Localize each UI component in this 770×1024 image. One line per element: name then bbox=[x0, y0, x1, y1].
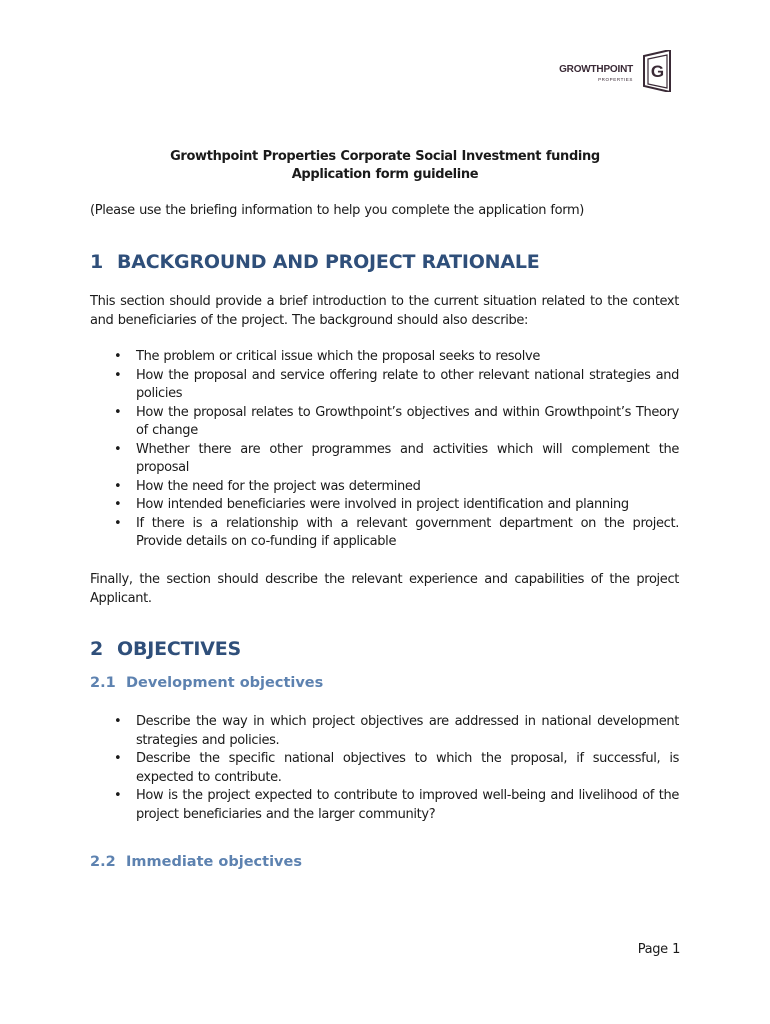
document-subtitle: Application form guideline bbox=[291, 167, 479, 182]
logo-subtitle: PROPERTIES bbox=[598, 77, 633, 82]
list-item: • Describe the way in which project objectives are addressed in national development strategies and policies. bbox=[90, 713, 679, 750]
list-item: • How the proposal and service offering relate to other relevant national strategies and policies bbox=[90, 367, 679, 404]
logo-mark-icon bbox=[640, 50, 672, 92]
section-title: OBJECTIVES bbox=[117, 638, 242, 660]
section-number: 2 bbox=[90, 638, 104, 660]
subsection-number: 2.2 bbox=[90, 854, 116, 870]
page-number: Page 1 bbox=[637, 942, 680, 957]
subsection-number: 2.1 bbox=[90, 675, 116, 691]
subsection-heading-immediate bbox=[90, 854, 302, 870]
list-item: • If there is a relationship with a relevant government department on the project. Provide details on co-funding if applicable bbox=[90, 515, 679, 552]
list-item: • The problem or critical issue which the proposal seeks to resolve bbox=[90, 348, 679, 367]
briefing-note: (Please use the briefing information to help you complete the application form) bbox=[90, 203, 585, 218]
section1-intro: This section should provide a brief introduction to the current situation related to the context and beneficiaries of the project. The background should also describe: bbox=[90, 294, 679, 328]
section-heading-background bbox=[90, 251, 540, 273]
section-heading-objectives bbox=[90, 638, 241, 660]
list-item: • Whether there are other programmes and activities which will complement the proposal bbox=[90, 441, 679, 478]
list-item: • How is the project expected to contribute to improved well-being and livelihood of the project beneficiaries and the larger community? bbox=[90, 787, 679, 824]
subsection-title: Immediate objectives bbox=[126, 854, 302, 870]
section1-bullet-list bbox=[90, 348, 679, 552]
section2-bullet-list bbox=[90, 713, 679, 824]
list-item: • How intended beneficiaries were involved in project identification and planning bbox=[90, 496, 679, 515]
list-item: • Describe the specific national objectives to which the proposal, if successful, is expected to contribute. bbox=[90, 750, 679, 787]
company-logo bbox=[553, 50, 673, 92]
document-title: Growthpoint Properties Corporate Social Investment funding bbox=[170, 149, 600, 164]
subsection-heading-development bbox=[90, 675, 323, 691]
section1-closing: Finally, the section should describe the relevant experience and capabilities of the project Applicant. bbox=[90, 572, 679, 606]
logo-name: GROWTHPOINT bbox=[559, 64, 633, 75]
section-number: 1 bbox=[90, 251, 104, 273]
list-item: • How the proposal relates to Growthpoint’s objectives and within Growthpoint’s Theory of change bbox=[90, 404, 679, 441]
list-item: • How the need for the project was determined bbox=[90, 478, 679, 497]
section-title: BACKGROUND AND PROJECT RATIONALE bbox=[117, 251, 540, 273]
svg-text:G: G bbox=[650, 62, 665, 81]
subsection-title: Development objectives bbox=[126, 675, 324, 691]
